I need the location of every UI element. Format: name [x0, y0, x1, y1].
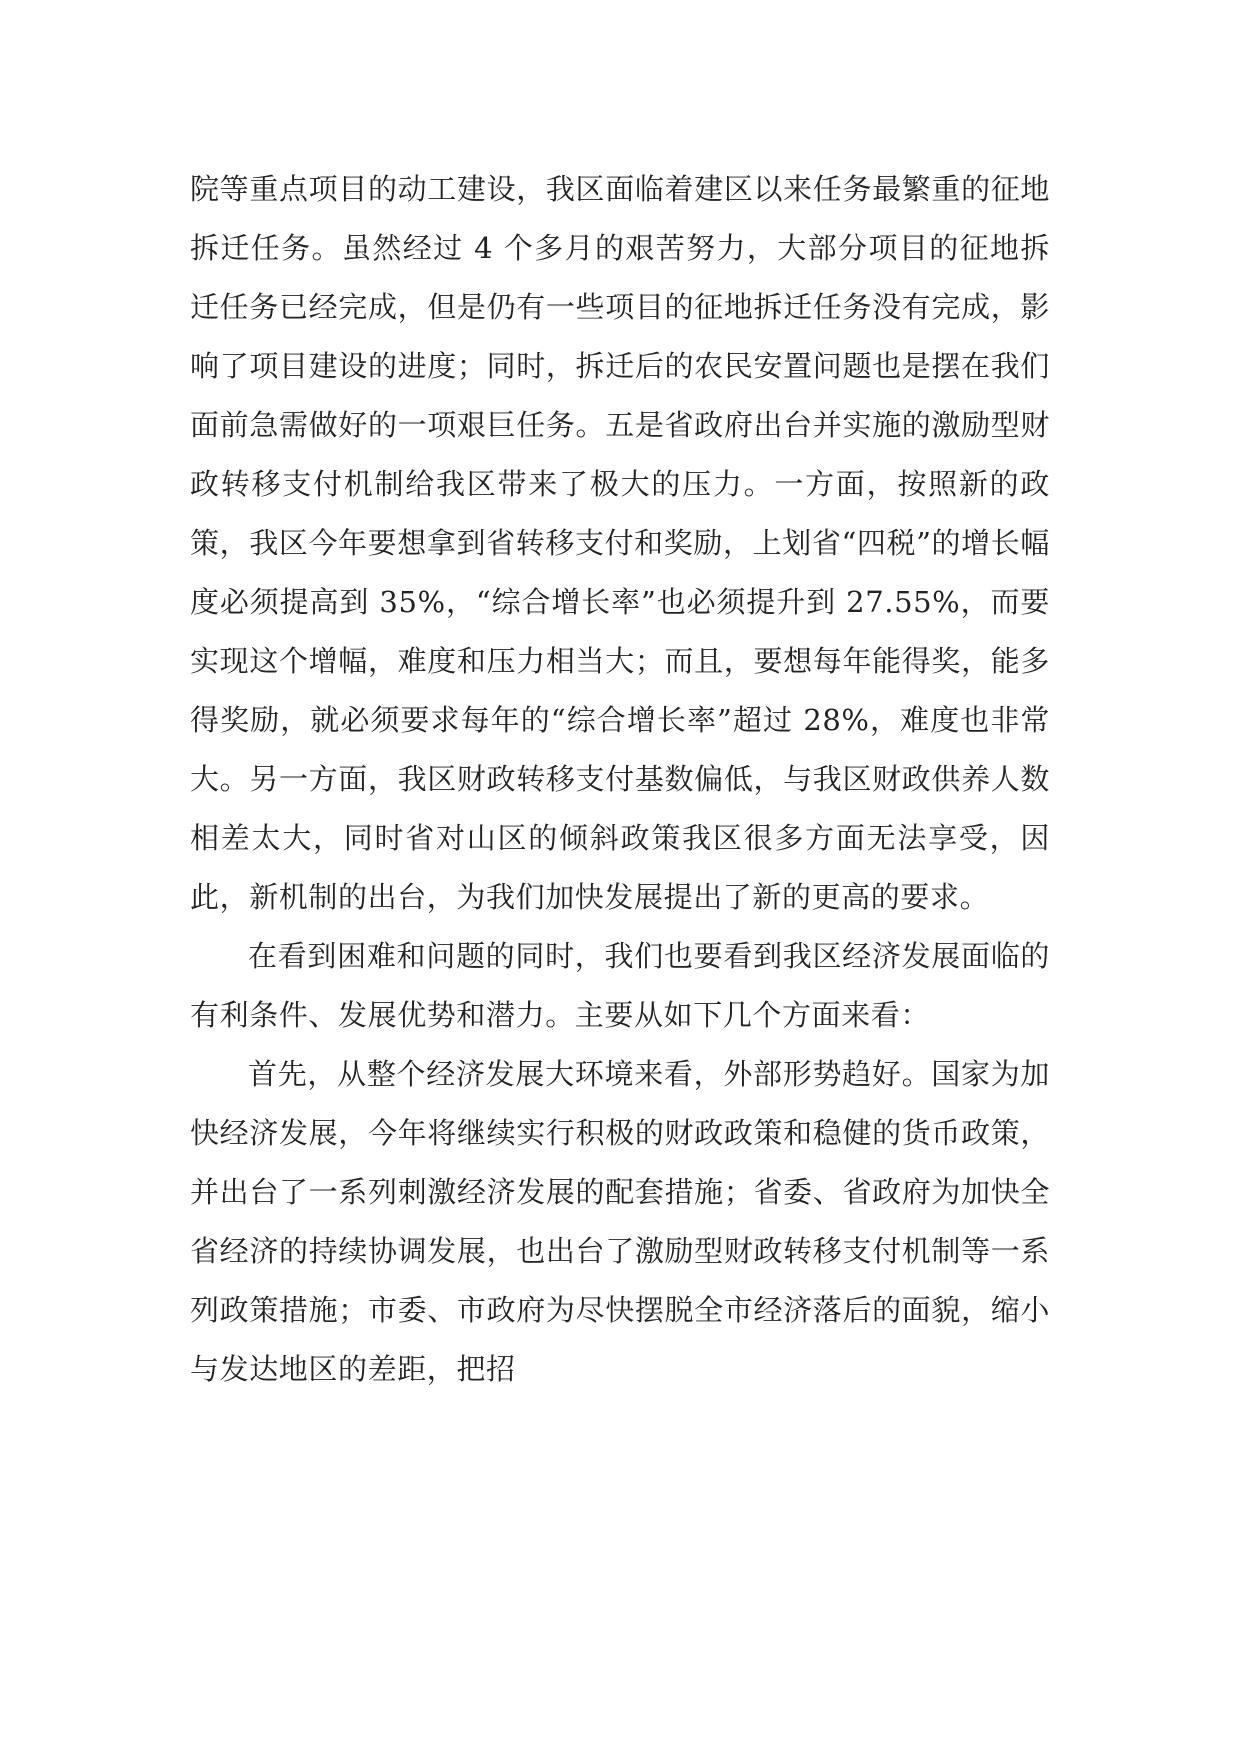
paragraph-external-environment: 首先，从整个经济发展大环境来看，外部形势趋好。国家为加快经济发展，今年将继续实行积极的财政政策和稳健的货币政策，并出台了一系列刺激经济发展的配套措施；省委、省政府为加快全省经济的持续协调发展，也出台了激励型财政转移支付机制等一系列政策措施；市委、市政府为尽快摆脱全市经济落后的面貌，缩小与发达地区的差距，把招 — [190, 1057, 1050, 1386]
paragraph-favorable-conditions: 在看到困难和问题的同时，我们也要看到我区经济发展面临的有利条件、发展优势和潜力。主要从如下几个方面来看： — [190, 939, 1050, 1032]
document-body — [190, 160, 1050, 1399]
paragraph-continuation: 院等重点项目的动工建设，我区面临着建区以来任务最繁重的征地拆迁任务。虽然经过 4 个多月的艰苦努力，大部分项目的征地拆迁任务已经完成，但是仍有一些项目的征地拆迁任务没有完成，影响了项目建设的进度；同时，拆迁后的农民安置问题也是摆在我们面前急需做好的一项艰巨任务。五是省政府出台并实施的激励型财政转移支付机制给我区带来了极大的压力。一方面，按照新的政策，我区今年要想拿到省转移支付和奖励，上划省“四税”的增长幅度必须提高到 35%，“综合增长率”也必须提升到 27.55%，而要实现这个增幅，难度和压力相当大；而且，要想每年能得奖，能多得奖励，就必须要求每年的“综合增长率”超过 28%，难度也非常大。另一方面，我区财政转移支付基数偏低，与我区财政供养人数相差太大，同时省对山区的倾斜政策我区很多方面无法享受，因此，新机制的出台，为我们加快发展提出了新的更高的要求。 — [190, 172, 1050, 914]
